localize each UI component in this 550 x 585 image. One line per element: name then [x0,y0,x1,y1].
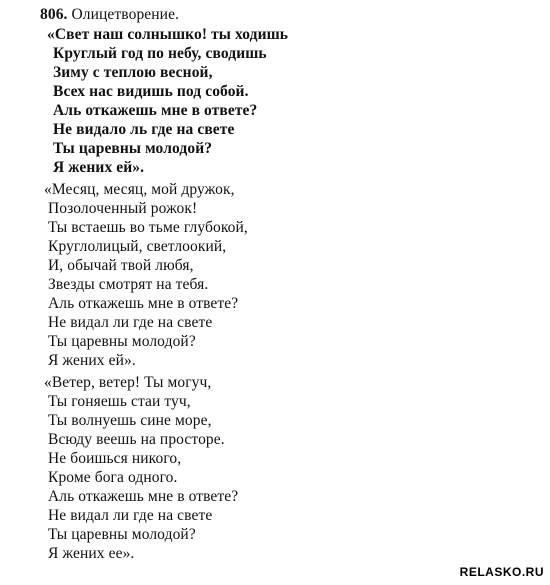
stanza2-line: Ты встаешь во тьме глубокой, [48,219,248,236]
stanza3-line: Не видал ли где на свете [48,507,213,524]
stanza1-line: Аль откажешь мне в ответе? [53,102,258,119]
stanza3-line: Всюду веешь на просторе. [48,431,225,448]
stanza3-line: Аль откажешь мне в ответе? [48,488,239,505]
stanza1-line: Зиму с теплою весной, [53,64,213,81]
stanza2-line: «Месяц, месяц, мой дружок, [44,181,235,198]
stanza2-line: Позолоченный рожок! [48,200,198,217]
stanza3-line: Кроме бога одного. [48,469,178,486]
stanza2-line: Не видал ли где на свете [48,314,213,331]
stanza2-line: И, обычай твой любя, [48,257,194,274]
stanza1-line: Ты царевны молодой? [53,140,213,157]
stanza2-line: Круглолицый, светлоокий, [48,238,227,255]
stanza3-line: «Ветер, ветер! Ты могуч, [44,374,212,391]
stanza2-line: Звезды смотрят на тебя. [48,276,209,293]
stanza1-line: Не видало ль где на свете [53,121,235,138]
stanza2-line: Я жених ей». [48,352,136,369]
stanza3-line: Ты гоняешь стаи туч, [48,393,191,410]
stanza3-line: Ты волнуешь сине море, [48,412,212,429]
stanza1-line: Всех нас видишь под собой. [53,83,249,100]
stanza2-line: Ты царевны молодой? [48,333,196,350]
stanza1-line: Я жених ей». [53,159,145,176]
exercise-title: Олицетворение. [71,6,180,23]
stanza1-line: «Свет наш солнышко! ты ходишь [47,26,289,43]
stanza3-line: Ты царевны молодой? [48,526,196,543]
stanza2-line: Аль откажешь мне в ответе? [48,295,239,312]
exercise-number: 806. [40,6,68,23]
stanza1-line: Круглый год по небу, сводишь [53,45,267,62]
stanza3-line: Не боишься никого, [48,450,182,467]
exercise-heading [40,6,179,24]
stanza3-line: Я жених ее». [48,545,135,562]
watermark: RELASKO.RU [459,565,544,579]
